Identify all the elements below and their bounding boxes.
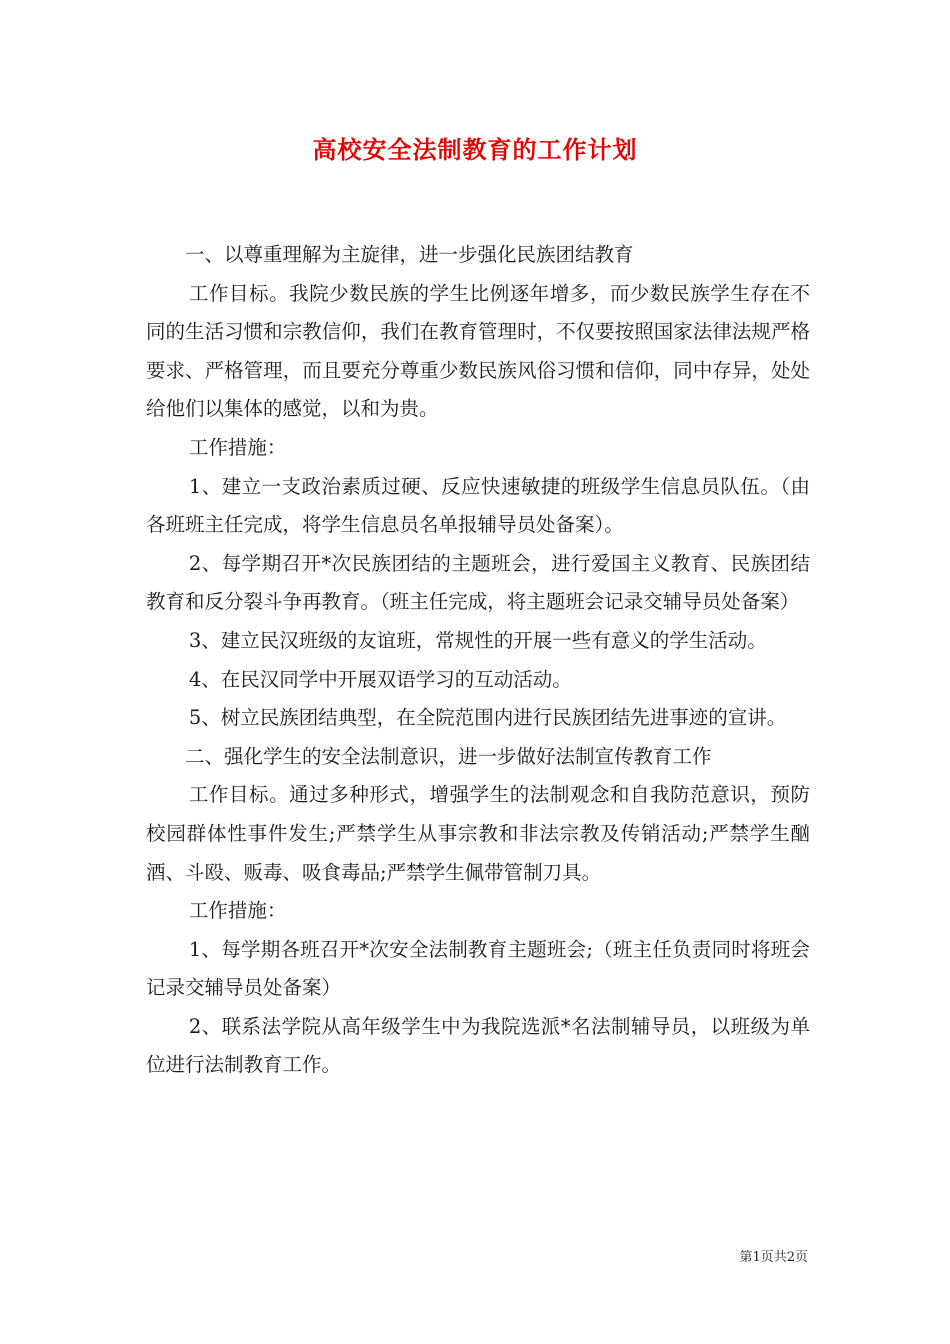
measure-item-1-2: 2、每学期召开*次民族团结的主题班会，进行爱国主义教育、民族团结教育和反分裂斗争再教育。（班主任完成，将主题班会记录交辅导员处备案）	[146, 551, 810, 614]
document-title: 高校安全法制教育的工作计划	[312, 135, 638, 164]
measure-item-1-5: 5、树立民族团结典型，在全院范围内进行民族团结先进事迹的宣讲。	[188, 706, 787, 730]
measure-item-1-4: 4、在民汉同学中开展双语学习的互动活动。	[188, 667, 572, 691]
document-body	[146, 236, 810, 1085]
paragraph-measures-label-1: 工作措施：	[188, 435, 287, 459]
section-heading-1: 一、以尊重理解为主旋律，进一步强化民族团结教育	[185, 243, 634, 266]
paragraph-measures-label-2: 工作措施：	[188, 899, 287, 923]
paragraph-goal-1: 工作目标。我院少数民族的学生比例逐年增多，而少数民族学生存在不同的生活习惯和宗教信仰，我们在教育管理时，不仅要按照国家法律法规严格要求、严格管理，而且要充分尊重少数民族风俗习惯和信仰，同中存异，处处给他们以集体的感觉，以和为贵。	[146, 281, 810, 421]
measure-item-1-1: 1、建立一支政治素质过硬、反应快速敏捷的班级学生信息员队伍。（由各班班主任完成，将学生信息员名单报辅导员处备案）。	[146, 474, 810, 537]
measure-item-2-1: 1、每学期各班召开*次安全法制教育主题班会;（班主任负责同时将班会记录交辅导员处备案）	[146, 937, 810, 1000]
measure-item-1-3: 3、建立民汉班级的友谊班，常规性的开展一些有意义的学生活动。	[188, 628, 767, 652]
measure-item-2-2: 2、联系法学院从高年级学生中为我院选派*名法制辅导员，以班级为单位进行法制教育工作。	[146, 1014, 810, 1077]
section-heading-2: 二、强化学生的安全法制意识，进一步做好法制宣传教育工作	[185, 744, 712, 768]
paragraph-goal-2: 工作目标。通过多种形式，增强学生的法制观念和自我防范意识，预防校园群体性事件发生;严禁学生从事宗教和非法宗教及传销活动;严禁学生酗酒、斗殴、贩毒、吸食毒品;严禁学生佩带管制刀具。	[146, 783, 810, 884]
page-number: 第1页共2页	[739, 1250, 808, 1265]
